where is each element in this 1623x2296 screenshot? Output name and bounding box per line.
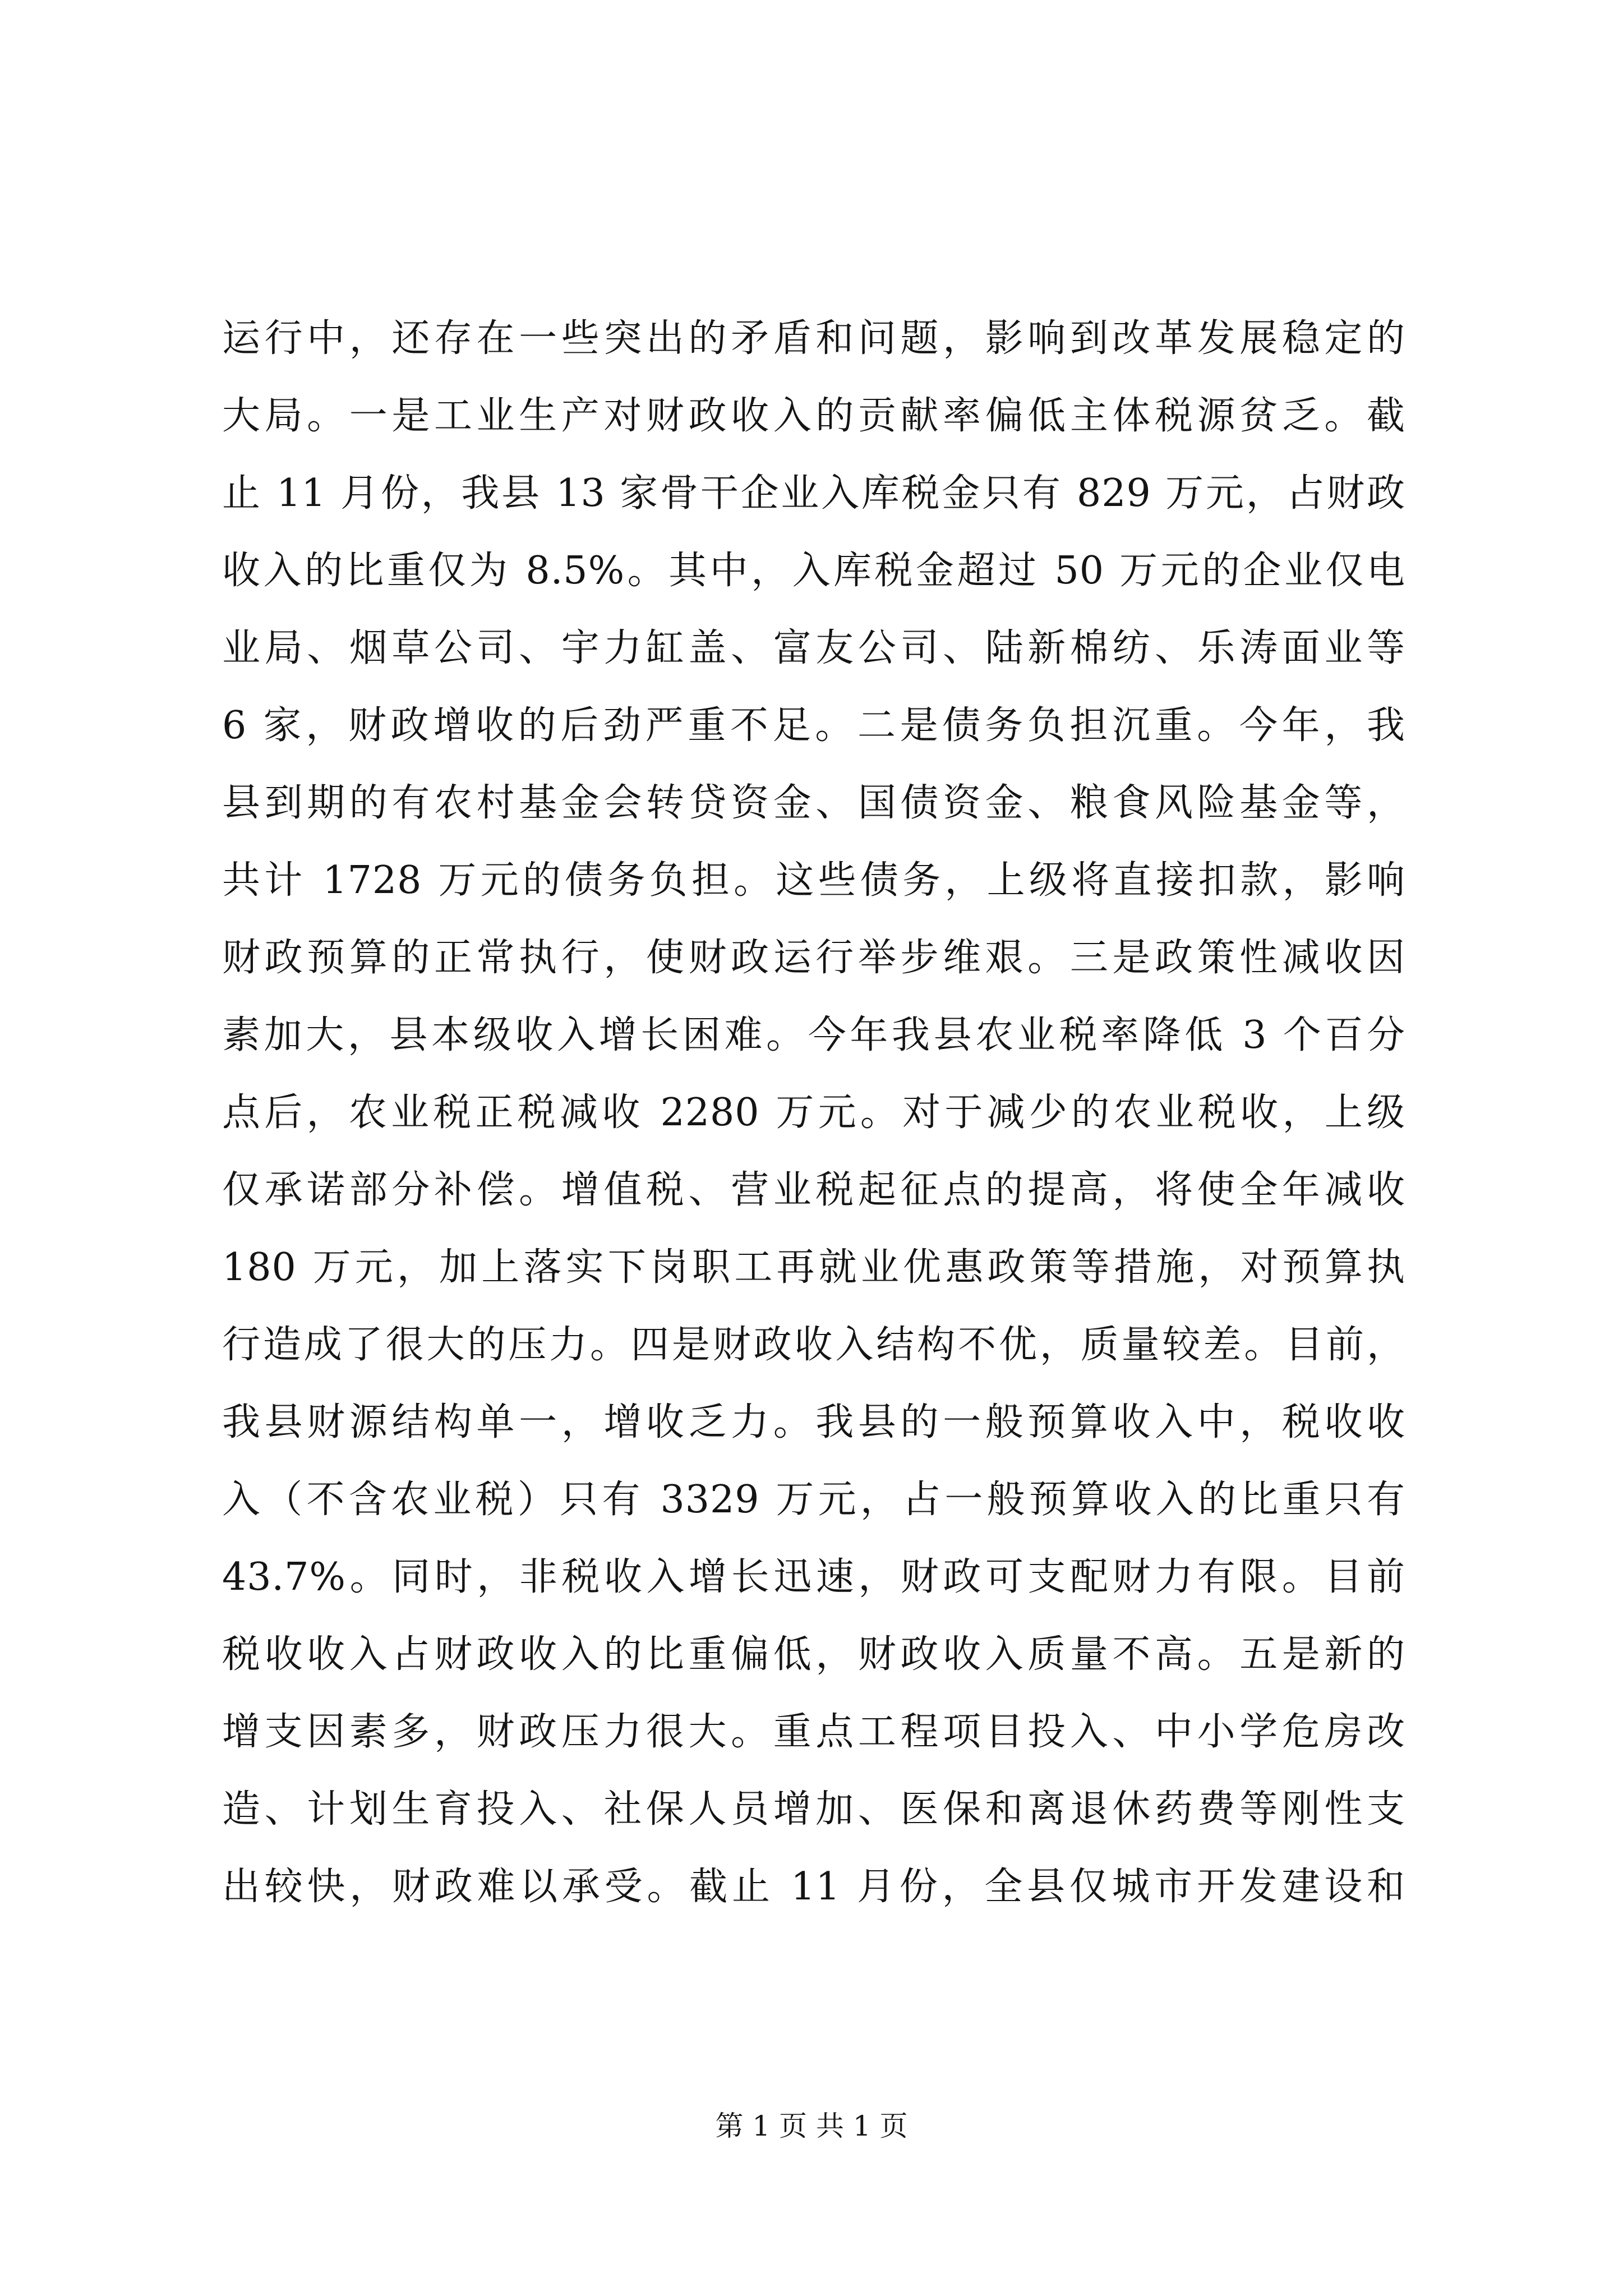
text-line: 仅承诺部分补偿。增值税、营业税起征点的提高，将使全年减收 [222,1168,1405,1212]
text-line: 6 家，财政增收的后劲严重不足。二是债务负担沉重。今年，我 [222,703,1405,748]
text-line: 共计 1728 万元的债务负担。这些债务，上级将直接扣款，影响 [222,858,1405,903]
text-line: 增支因素多，财政压力很大。重点工程项目投入、中小学危房改 [222,1710,1405,1754]
body-text [222,300,1405,1926]
text-line: 素加大，县本级收入增长困难。今年我县农业税率降低 3 个百分 [222,1013,1405,1057]
text-line: 我县财源结构单一，增收乏力。我县的一般预算收入中，税收收 [222,1400,1405,1444]
text-line: 43.7%。同时，非税收入增长迅速，财政可支配财力有限。目前 [222,1555,1405,1599]
text-line: 点后，农业税正税减收 2280 万元。对于减少的农业税收，上级 [222,1091,1405,1135]
text-line: 县到期的有农村基金会转贷资金、国债资金、粮食风险基金等， [222,781,1405,825]
text-line: 行造成了很大的压力。四是财政收入结构不优，质量较差。目前， [222,1323,1405,1367]
text-line: 财政预算的正常执行，使财政运行举步维艰。三是政策性减收因 [222,936,1405,980]
text-line: 止 11 月份，我县 13 家骨干企业入库税金只有 829 万元，占财政 [222,471,1405,516]
text-line: 收入的比重仅为 8.5%。其中，入库税金超过 50 万元的企业仅电 [222,549,1405,593]
text-line: 业局、烟草公司、宇力缸盖、富友公司、陆新棉纺、乐涛面业等 [222,626,1405,670]
text-line: 税收收入占财政收入的比重偏低，财政收入质量不高。五是新的 [222,1632,1405,1677]
text-line: 出较快，财政难以承受。截止 11 月份，全县仅城市开发建设和 [222,1865,1405,1909]
text-line: 运行中，还存在一些突出的矛盾和问题，影响到改革发展稳定的 [222,316,1405,361]
text-line: 入（不含农业税）只有 3329 万元，占一般预算收入的比重只有 [222,1478,1405,1522]
page-number-footer: 第 1 页 共 1 页 [715,2110,908,2142]
text-line: 大局。一是工业生产对财政收入的贡献率偏低主体税源贫乏。截 [222,394,1405,438]
text-line: 造、计划生育投入、社保人员增加、医保和离退休药费等刚性支 [222,1787,1405,1832]
text-line: 180 万元，加上落实下岗职工再就业优惠政策等措施，对预算执 [222,1245,1405,1290]
